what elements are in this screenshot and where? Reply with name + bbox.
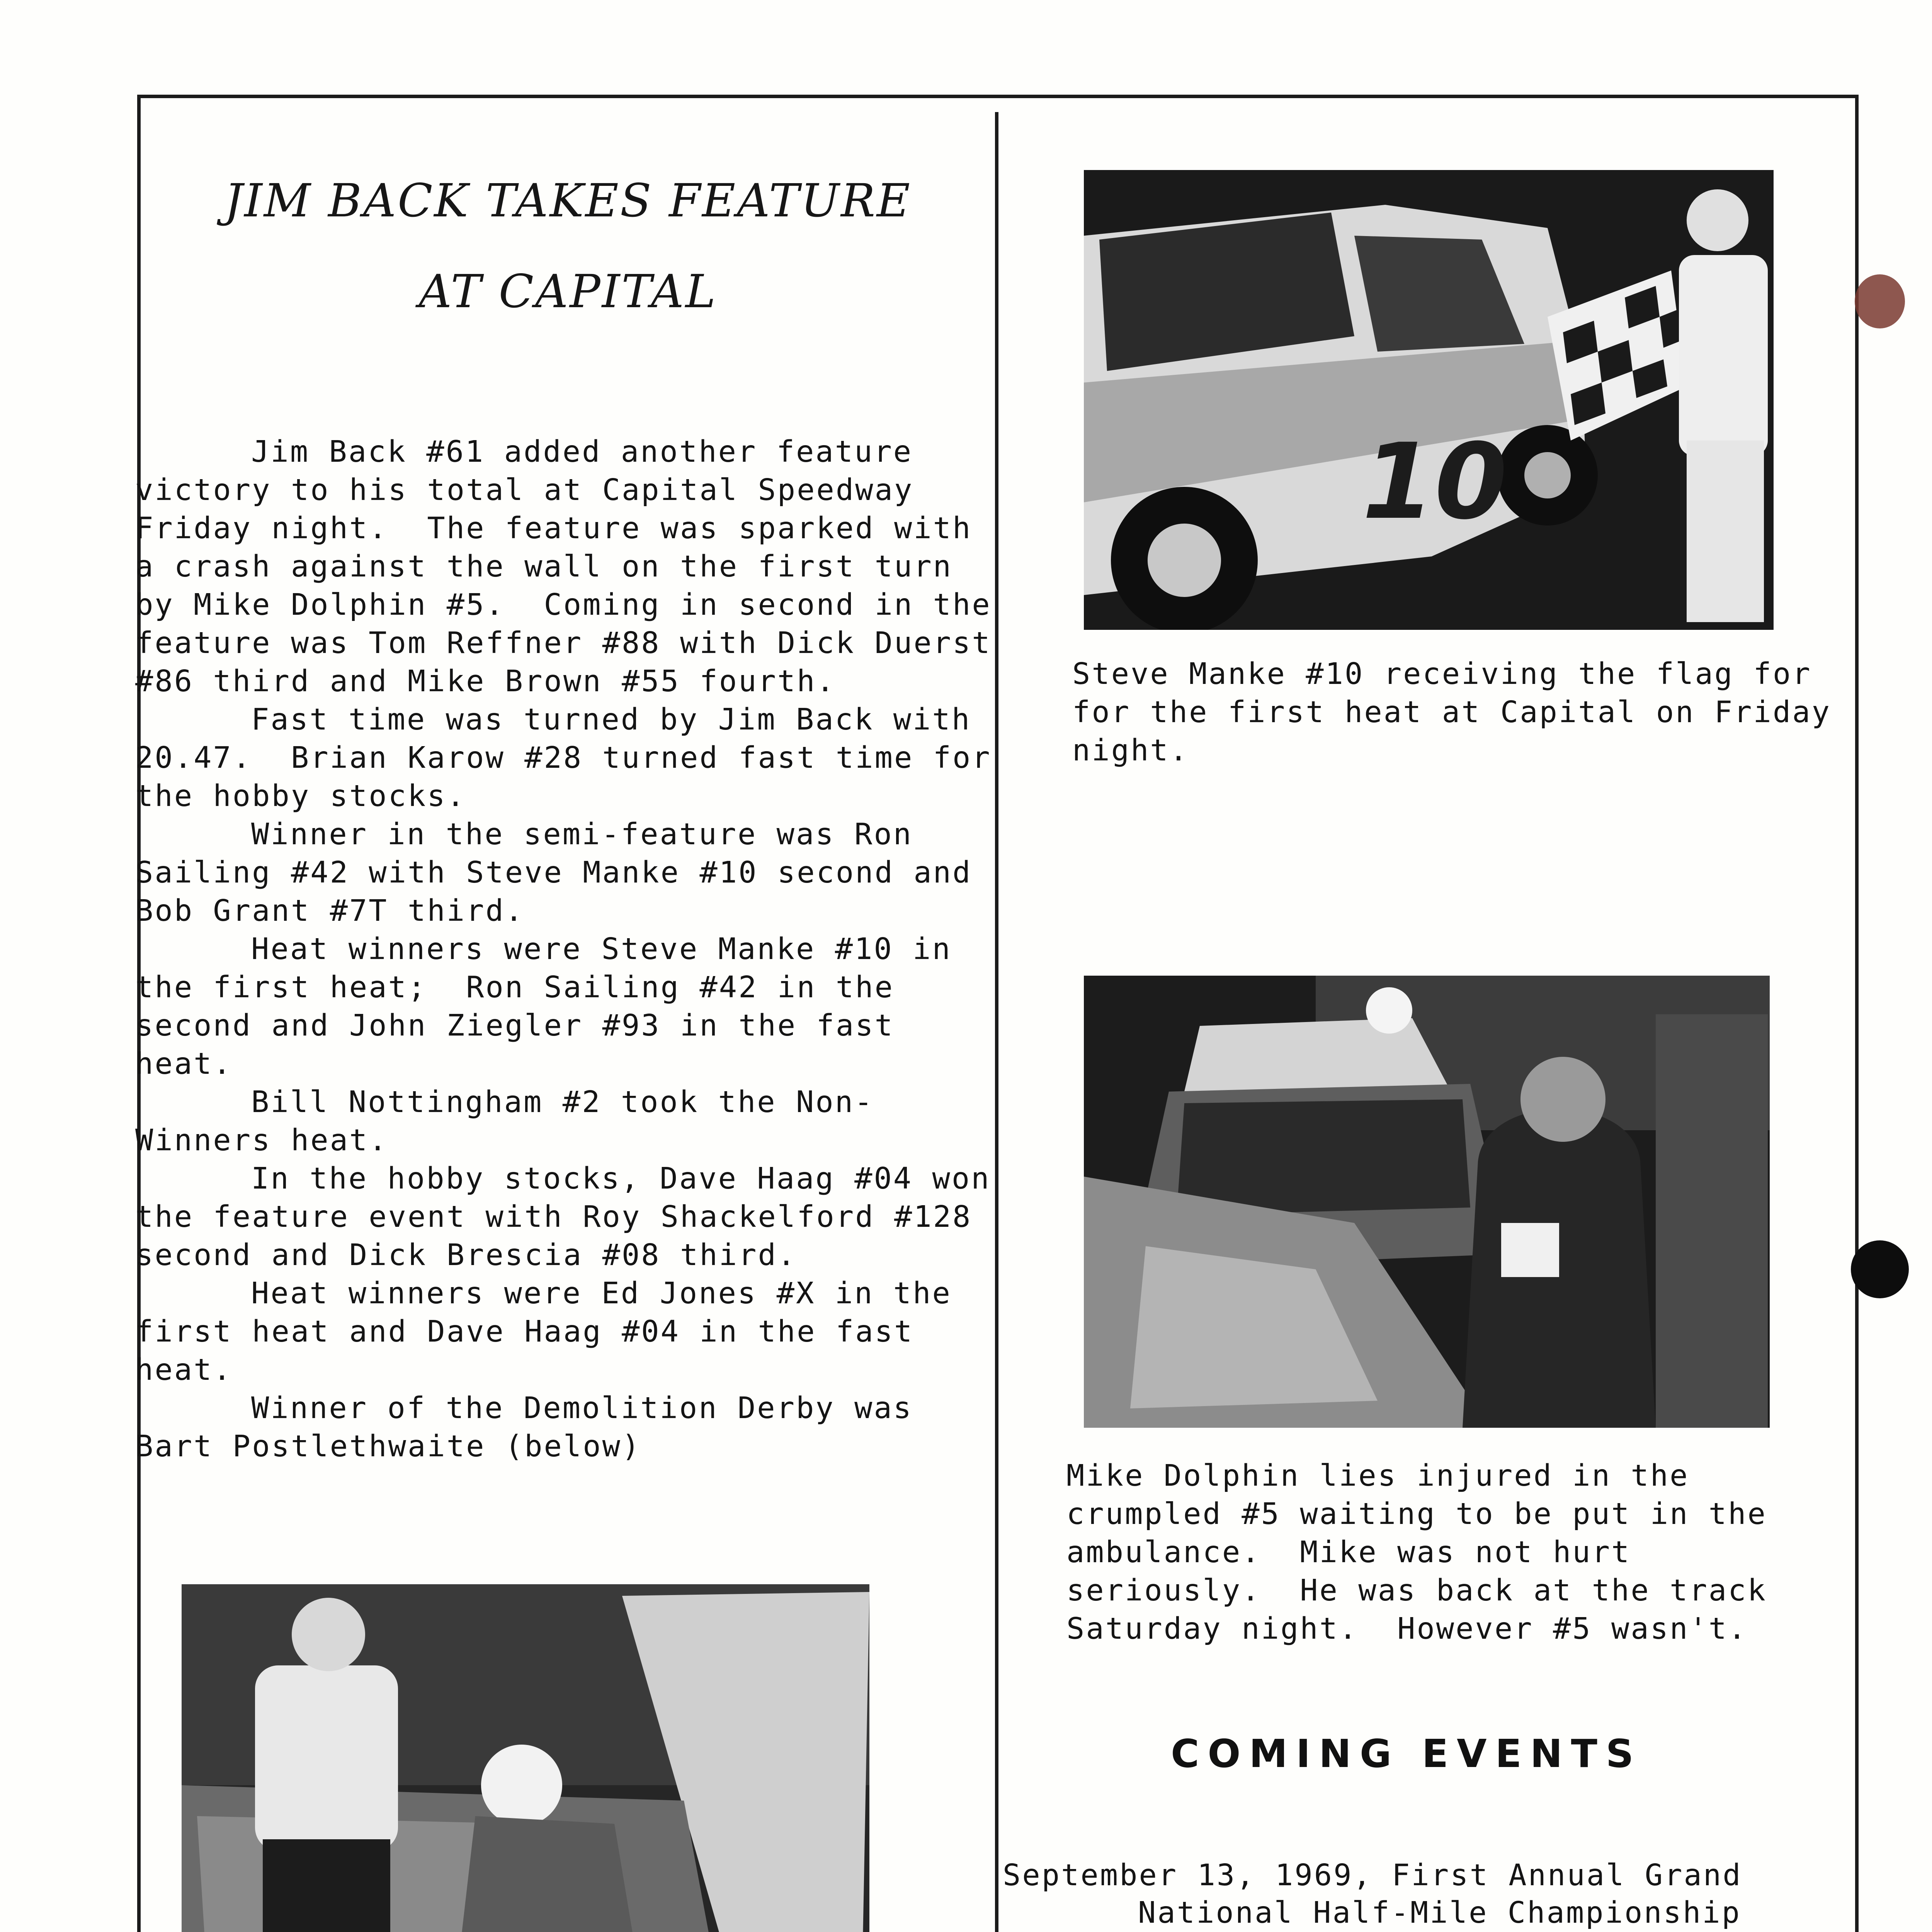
- article-paragraph: Winner in the semi-feature was Ron Sailing #42 with Steve Manke #10 second and Bob Grant #7T third.: [135, 817, 992, 928]
- coming-events-heading: COMING EVENTS: [1171, 1731, 1642, 1776]
- photo-mike-dolphin-crash: [1084, 976, 1770, 1428]
- article-paragraph: Bill Nottingham #2 took the Non-Winners heat.: [135, 1085, 874, 1158]
- article-body: [135, 433, 1009, 1466]
- article-title-line-1: JIM BACK TAKES FEATURE: [224, 174, 912, 227]
- article-paragraph: Fast time was turned by Jim Back with 20.47. Brian Karow #28 turned fast time for the hobby stocks.: [135, 702, 1011, 813]
- binder-hole-top: [1855, 274, 1905, 328]
- event-item: [1003, 1857, 1833, 1932]
- car-number: 10: [1362, 421, 1507, 543]
- binder-hole-middle: [1851, 1240, 1909, 1298]
- article-paragraph: Heat winners were Ed Jones #X in the first heat and Dave Haag #04 in the fast heat.: [135, 1276, 971, 1387]
- photo-demolition-derby-winner: [182, 1584, 869, 1932]
- photo1-caption: Steve Manke #10 receiving the flag for for the first heat at Capital on Friday night.: [1072, 657, 1851, 768]
- article-title-line-2: AT CAPITAL: [418, 265, 718, 318]
- event-first-line: September 13, 1969, First Annual Grand: [1003, 1858, 1742, 1893]
- event-details: National Half-Mile Championship: [1138, 1896, 1742, 1930]
- article-paragraph: Winner of the Demolition Derby was Bart Postlethwaite (below): [135, 1391, 932, 1464]
- article-paragraph: Heat winners were Steve Manke #10 in the first heat; Ron Sailing #42 in the second and John Ziegler #93 in the fast heat.: [135, 932, 971, 1081]
- article-paragraph: Jim Back #61 added another feature victory to his total at Capital Speedway Friday night. The feature was sparked with a crash against the wall on the first turn by Mike Dolphin #5. Coming in second in the feature was Tom Reffner #88 with Dick Duerst #86 third and Mike Brown #55 fourth.: [135, 435, 1011, 699]
- photo2-caption: Mike Dolphin lies injured in the crumpled #5 waiting to be put in the ambulance. Mike was not hurt seriously. He was back at the track Saturday night. However #5 wasn't.: [1066, 1459, 1787, 1646]
- photo-steve-manke-flag: [1084, 170, 1774, 630]
- article-paragraph: In the hobby stocks, Dave Haag #04 won the feature event with Roy Shackelford #128 second and Dick Brescia #08 third.: [135, 1162, 1010, 1272]
